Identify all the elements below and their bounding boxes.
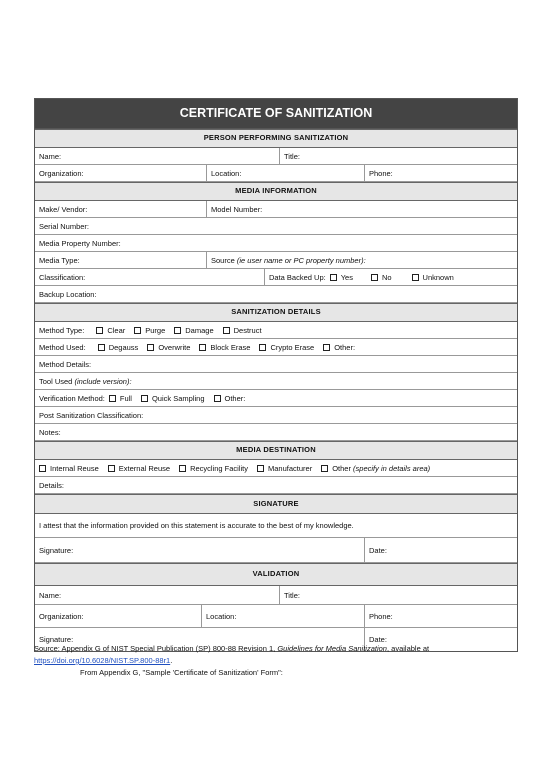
method-used-crypto-erase-option[interactable] [259,343,314,352]
serial-number-field[interactable]: Serial Number: [39,221,90,231]
option-label: Overwrite [158,342,191,352]
tool-used-hint: (include version): [74,376,132,386]
source-text-end: , available at [386,644,430,653]
tool-used-label: Tool Used [39,376,73,386]
person-title-field[interactable]: Title: [279,148,517,164]
validation-signature-field[interactable]: Signature: [39,635,74,644]
backed-up-unknown-option[interactable] [412,273,454,282]
checkbox[interactable] [412,274,419,281]
source-from-line: From Appendix G, "Sample 'Certificate of Sanitization' Form": [80,668,283,677]
source-hint: (ie user name or PC property number): [236,255,366,265]
checkbox[interactable] [147,344,154,351]
form-title: CERTIFICATE OF SANITIZATION [35,99,517,129]
tool-used-field[interactable] [35,373,517,389]
method-type-clear-option[interactable] [96,326,125,335]
checkbox[interactable] [330,274,337,281]
method-used-label: Method Used: [39,342,86,352]
method-type-destruct-option[interactable] [223,326,262,335]
person-row-2 [35,165,517,182]
verification-label: Verification Method: [39,393,105,403]
checkbox[interactable] [108,465,115,472]
section-person-heading: PERSON PERFORMING SANITIZATION [35,129,517,148]
method-used-degauss-option[interactable] [98,343,139,352]
signature-date-field[interactable]: Date: [364,538,517,562]
data-backed-up-field [264,269,517,285]
media-property-number-field[interactable]: Media Property Number: [39,238,121,248]
validation-date-field[interactable]: Date: [364,628,517,651]
destination-options-field [35,460,517,476]
source-note [34,643,514,679]
option-label: Quick Sampling [151,393,205,403]
option-label: No [381,272,392,282]
checkbox[interactable] [174,327,181,334]
backed-up-no-option[interactable] [371,273,392,282]
destination-internal-reuse-option[interactable] [39,464,99,473]
method-used-field [35,339,517,355]
method-details-row [35,356,517,373]
section-signature-heading: SIGNATURE [35,494,517,514]
validation-organization-field[interactable]: Organization: [39,611,84,621]
section-media-heading: MEDIA INFORMATION [35,182,517,201]
option-label: Other: [224,393,246,403]
person-row-1 [35,148,517,165]
option-label: Purge [145,325,166,335]
signature-field[interactable]: Signature: [39,545,74,555]
method-details-field[interactable]: Method Details: [39,359,92,369]
section-sanitization-heading: SANITIZATION DETAILS [35,303,517,322]
option-label: Recycling Facility [190,463,248,473]
source-label: Source [211,255,235,265]
method-type-label: Method Type: [39,325,85,335]
post-classification-row [35,407,517,424]
validation-location-field[interactable]: Location: [201,605,364,627]
method-used-row [35,339,517,356]
section-destination-heading: MEDIA DESTINATION [35,441,517,460]
option-label: Unknown [422,272,454,282]
destination-manufacturer-option[interactable] [257,464,312,473]
option-hint: (specify in details area) [353,463,431,473]
checkbox[interactable] [371,274,378,281]
classification-field[interactable]: Classification: [39,272,86,282]
backed-up-yes-option[interactable] [330,273,353,282]
option-label: Destruct [233,325,262,335]
attest-row [35,514,517,538]
method-type-damage-option[interactable] [174,326,213,335]
source-link[interactable]: https://doi.org/10.6028/NIST.SP.800-88r1 [34,656,171,665]
person-organization-field[interactable]: Organization: [39,168,84,178]
checkbox[interactable] [134,327,141,334]
checkbox[interactable] [98,344,105,351]
checkbox[interactable] [141,395,148,402]
media-row-2 [35,218,517,235]
destination-other-option[interactable] [321,464,430,473]
person-phone-field[interactable]: Phone: [364,165,517,181]
method-type-row [35,322,517,339]
destination-details-field[interactable]: Details: [39,480,65,490]
verification-quick-sampling-option[interactable] [141,394,205,403]
attestation-statement: I attest that the information provided on this statement is accurate to the best of my knowledge. [39,521,354,530]
option-label: Block Erase [210,342,251,352]
option-label: Other [332,463,351,473]
checkbox[interactable] [214,395,221,402]
media-row-6 [35,286,517,303]
checkbox[interactable] [257,465,264,472]
method-used-other-option[interactable] [323,343,355,352]
source-field[interactable] [206,252,517,268]
verification-field [35,390,517,406]
backup-location-field[interactable]: Backup Location: [39,289,97,299]
notes-row [35,424,517,441]
source-text: Source: Appendix G of NIST Special Publication (SP) 800-88 Revision 1, [34,644,278,653]
option-label: Manufacturer [268,463,313,473]
checkbox[interactable] [321,465,328,472]
tool-used-row [35,373,517,390]
source-guide-title: Guidelines for Media Sanitization [277,644,387,653]
data-backed-up-label: Data Backed Up: [269,272,326,282]
section-validation-heading: VALIDATION [35,563,517,586]
signature-row [35,538,517,563]
option-label: Internal Reuse [50,463,99,473]
checkbox[interactable] [323,344,330,351]
option-label: Other: [334,342,356,352]
person-name-field[interactable]: Name: [39,151,62,161]
option-label: Clear [107,325,126,335]
option-label: Crypto Erase [270,342,315,352]
method-used-overwrite-option[interactable] [147,343,190,352]
media-row-5 [35,269,517,286]
post-classification-field[interactable]: Post Sanitization Classification: [39,410,144,420]
verification-full-option[interactable] [109,394,132,403]
sanitization-form [34,98,518,652]
destination-recycling-facility-option[interactable] [179,464,248,473]
checkbox[interactable] [109,395,116,402]
validation-name-field[interactable]: Name: [39,590,62,600]
media-row-1 [35,201,517,218]
model-number-field[interactable]: Model Number: [206,201,517,217]
notes-field[interactable]: Notes: [39,427,61,437]
source-link-period: . [170,656,173,665]
checkbox[interactable] [223,327,230,334]
media-row-4 [35,252,517,269]
checkbox[interactable] [179,465,186,472]
verification-other-option[interactable] [214,394,246,403]
option-label: Full [119,393,132,403]
checkbox[interactable] [199,344,206,351]
method-used-block-erase-option[interactable] [199,343,250,352]
destination-options-row [35,460,517,477]
option-label: Degauss [108,342,139,352]
verification-row [35,390,517,407]
validation-title-field[interactable]: Title: [279,586,517,604]
validation-row-1 [35,586,517,605]
validation-row-2 [35,605,517,628]
option-label: External Reuse [118,463,171,473]
destination-external-reuse-option[interactable] [108,464,170,473]
destination-details-row [35,477,517,494]
method-type-purge-option[interactable] [134,326,165,335]
checkbox[interactable] [39,465,46,472]
media-row-3 [35,235,517,252]
method-type-field [35,322,517,338]
checkbox[interactable] [259,344,266,351]
validation-phone-field[interactable]: Phone: [364,605,517,627]
media-type-field[interactable]: Media Type: [39,255,80,265]
checkbox[interactable] [96,327,103,334]
option-label: Damage [185,325,214,335]
person-location-field[interactable]: Location: [206,165,364,181]
option-label: Yes [340,272,353,282]
make-vendor-field[interactable]: Make/ Vendor: [39,204,88,214]
